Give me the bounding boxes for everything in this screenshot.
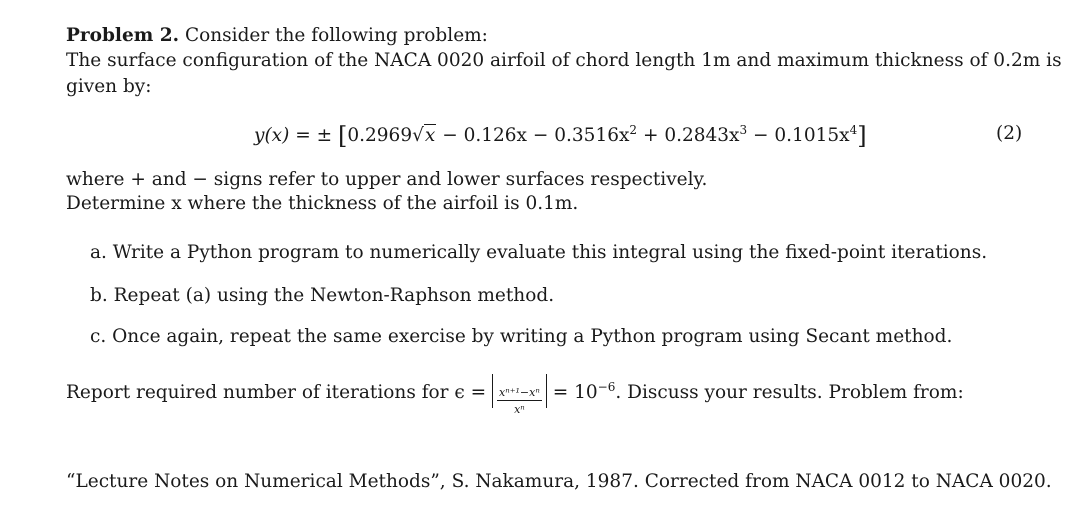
equation: [254, 122, 867, 150]
left-bracket: [: [337, 122, 348, 150]
term-2: − 0.126x − 0.3516x: [436, 125, 630, 146]
problem-intro: Consider the following problem:: [184, 25, 488, 46]
equation-lhs: y(x) = ±: [254, 125, 333, 146]
determine-text: Determine x where the thickness of the airfoil is 0.1m.: [66, 193, 579, 214]
coef-1: 0.2969: [347, 125, 413, 146]
report-after: . Discuss your results. Problem from:: [615, 382, 964, 403]
right-bracket: ]: [857, 122, 867, 150]
problem-label: Problem 2.: [66, 25, 180, 46]
power-2: 2: [629, 123, 638, 137]
citation: “Lecture Notes on Numerical Methods”, S. Nakamura, 1987. Corrected from NACA 0012 to NACA 0020.: [66, 471, 1052, 492]
equation-number: (2): [996, 123, 1023, 144]
list-item-b: b. Repeat (a) using the Newton-Raphson method.: [90, 285, 555, 306]
power-4: 4: [849, 123, 858, 137]
abs-fraction: [492, 374, 547, 416]
fraction: [497, 387, 542, 415]
list-item-a: a. Write a Python program to numerically evaluate this integral using the fixed-point iterations.: [90, 242, 988, 263]
signs-text: where + and − signs refer to upper and lower surfaces respectively.: [66, 169, 708, 190]
power-3: 3: [739, 123, 748, 137]
problem-heading: [66, 27, 488, 46]
report-exponent: −6: [597, 380, 616, 394]
report-line: [66, 376, 964, 416]
report-equals: = 10: [552, 382, 598, 403]
fraction-denominator: xⁿ: [514, 403, 525, 416]
list-item-c: c. Once again, repeat the same exercise by writing a Python program using Secant method.: [90, 326, 953, 347]
problem-line-3: given by:: [66, 76, 152, 97]
sqrt-symbol: √: [412, 125, 424, 146]
fraction-numerator: xⁿ⁺¹−xⁿ: [499, 386, 540, 399]
term-3: + 0.2843x: [637, 125, 740, 146]
sqrt-argument: x: [424, 125, 436, 146]
problem-line-2: The surface configuration of the NACA 0020 airfoil of chord length 1m and maximum thickness of 0.2m is: [66, 50, 1062, 71]
report-before: Report required number of iterations for ϵ =: [66, 382, 487, 403]
term-4: − 0.1015x: [747, 125, 850, 146]
